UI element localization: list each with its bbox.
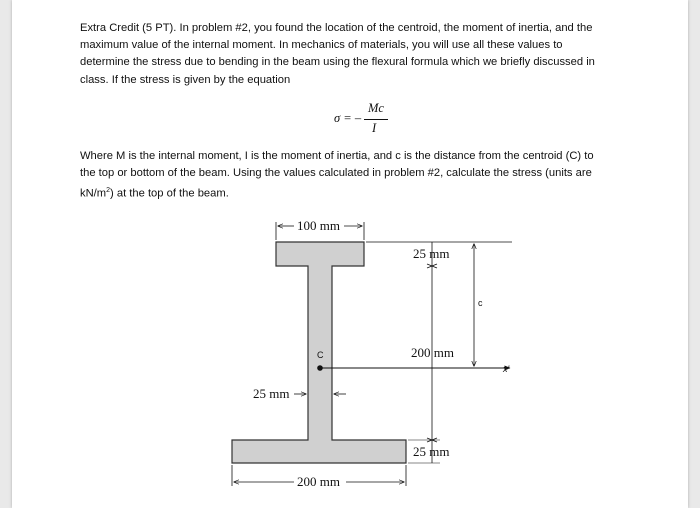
label-top-flange-width: 100 mm	[297, 218, 340, 233]
task-text-post: ) at the top of the beam.	[110, 188, 229, 201]
label-centroid: C	[317, 350, 324, 360]
label-bottom-flange-thickness: 25 mm	[413, 444, 450, 459]
label-web-thickness: 25 mm	[253, 386, 290, 401]
formula-numerator: Mc	[368, 101, 384, 115]
label-axis-x-prime: x'	[503, 364, 510, 374]
label-c: c	[478, 298, 483, 308]
label-top-flange-thickness: 25 mm	[413, 246, 450, 261]
label-web-height: 200 mm	[411, 345, 454, 360]
task-text-pre: Where M is the internal moment, I is the moment of inertia, and c is the distance from the centroid (C) to the top or bottom of the beam. Using the values calculated in problem #2, calculate the stress (units are kN/m	[80, 150, 594, 201]
dim-top-flange-width	[276, 218, 364, 240]
dim-c	[474, 244, 483, 366]
dim-bottom-flange-width	[232, 465, 406, 489]
centroid-point	[317, 365, 323, 371]
formula-lhs: σ = –	[334, 111, 362, 125]
label-bottom-flange-width: 200 mm	[297, 474, 340, 489]
dim-vertical	[408, 242, 454, 463]
formula-denominator: I	[372, 121, 377, 135]
problem-paragraph-intro: Extra Credit (5 PT). In problem #2, you found the location of the centroid, the moment of inertia, and the maximum value of the internal moment. In mechanics of materials, you will use all these values to determine the stress due to bending in the beam using the flexural formula which we briefly discussed in class. If the stress is given by the equation	[80, 22, 595, 86]
units-superscript: 2	[106, 187, 111, 195]
